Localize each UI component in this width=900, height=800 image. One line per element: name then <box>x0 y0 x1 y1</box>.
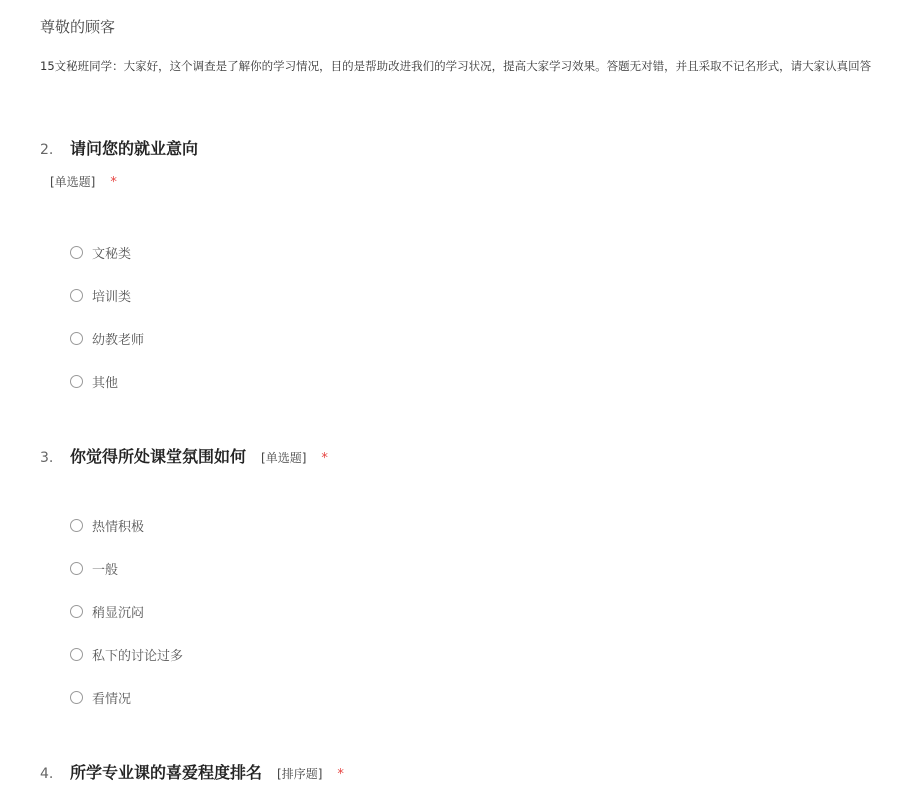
option-label: 幼教老师 <box>92 333 145 348</box>
option-label: 稍显沉闷 <box>92 606 145 621</box>
question-2-meta <box>50 173 117 190</box>
option-radio[interactable] <box>70 602 144 621</box>
required-marker: * <box>321 451 328 466</box>
survey-greeting: 尊敬的顾客 <box>40 18 116 36</box>
option-radio[interactable] <box>70 516 144 535</box>
question-title: 所学专业课的喜爱程度排名 <box>70 763 263 782</box>
option-radio[interactable] <box>70 559 118 578</box>
option-label: 私下的讨论过多 <box>92 649 184 664</box>
option-label: 其他 <box>92 376 119 391</box>
option-radio[interactable] <box>70 243 131 262</box>
option-radio[interactable] <box>70 688 131 707</box>
option-label: 文秘类 <box>92 247 132 262</box>
radio-button-icon[interactable] <box>70 648 83 661</box>
question-3-header <box>40 444 328 467</box>
question-number: 4. <box>40 766 54 782</box>
radio-button-icon[interactable] <box>70 246 83 259</box>
question-type-label: [排序题] <box>277 767 323 781</box>
option-label: 培训类 <box>92 290 132 305</box>
question-title: 你觉得所处课堂氛围如何 <box>70 447 247 466</box>
question-2-header <box>40 136 198 159</box>
radio-button-icon[interactable] <box>70 375 83 388</box>
radio-button-icon[interactable] <box>70 519 83 532</box>
option-label: 一般 <box>92 563 119 578</box>
required-marker: * <box>110 175 117 190</box>
question-4-header <box>40 760 344 783</box>
question-title: 请问您的就业意向 <box>70 139 199 158</box>
question-type-label: [单选题] <box>50 175 96 189</box>
radio-button-icon[interactable] <box>70 562 83 575</box>
option-radio[interactable] <box>70 372 118 391</box>
radio-button-icon[interactable] <box>70 332 83 345</box>
required-marker: * <box>337 767 344 782</box>
option-radio[interactable] <box>70 286 131 305</box>
option-radio[interactable] <box>70 645 183 664</box>
question-number: 2. <box>40 142 54 158</box>
radio-button-icon[interactable] <box>70 605 83 618</box>
radio-button-icon[interactable] <box>70 691 83 704</box>
question-number: 3. <box>40 450 54 466</box>
radio-button-icon[interactable] <box>70 289 83 302</box>
survey-intro: 15文秘班同学：大家好，这个调查是了解你的学习情况，目的是帮助改进我们的学习状况，提高大家学习效果。答题无对错，并且采取不记名形式，请大家认真回答 <box>40 59 872 73</box>
question-type-label: [单选题] <box>261 451 307 465</box>
option-label: 热情积极 <box>92 520 145 535</box>
option-label: 看情况 <box>92 692 132 707</box>
option-radio[interactable] <box>70 329 144 348</box>
